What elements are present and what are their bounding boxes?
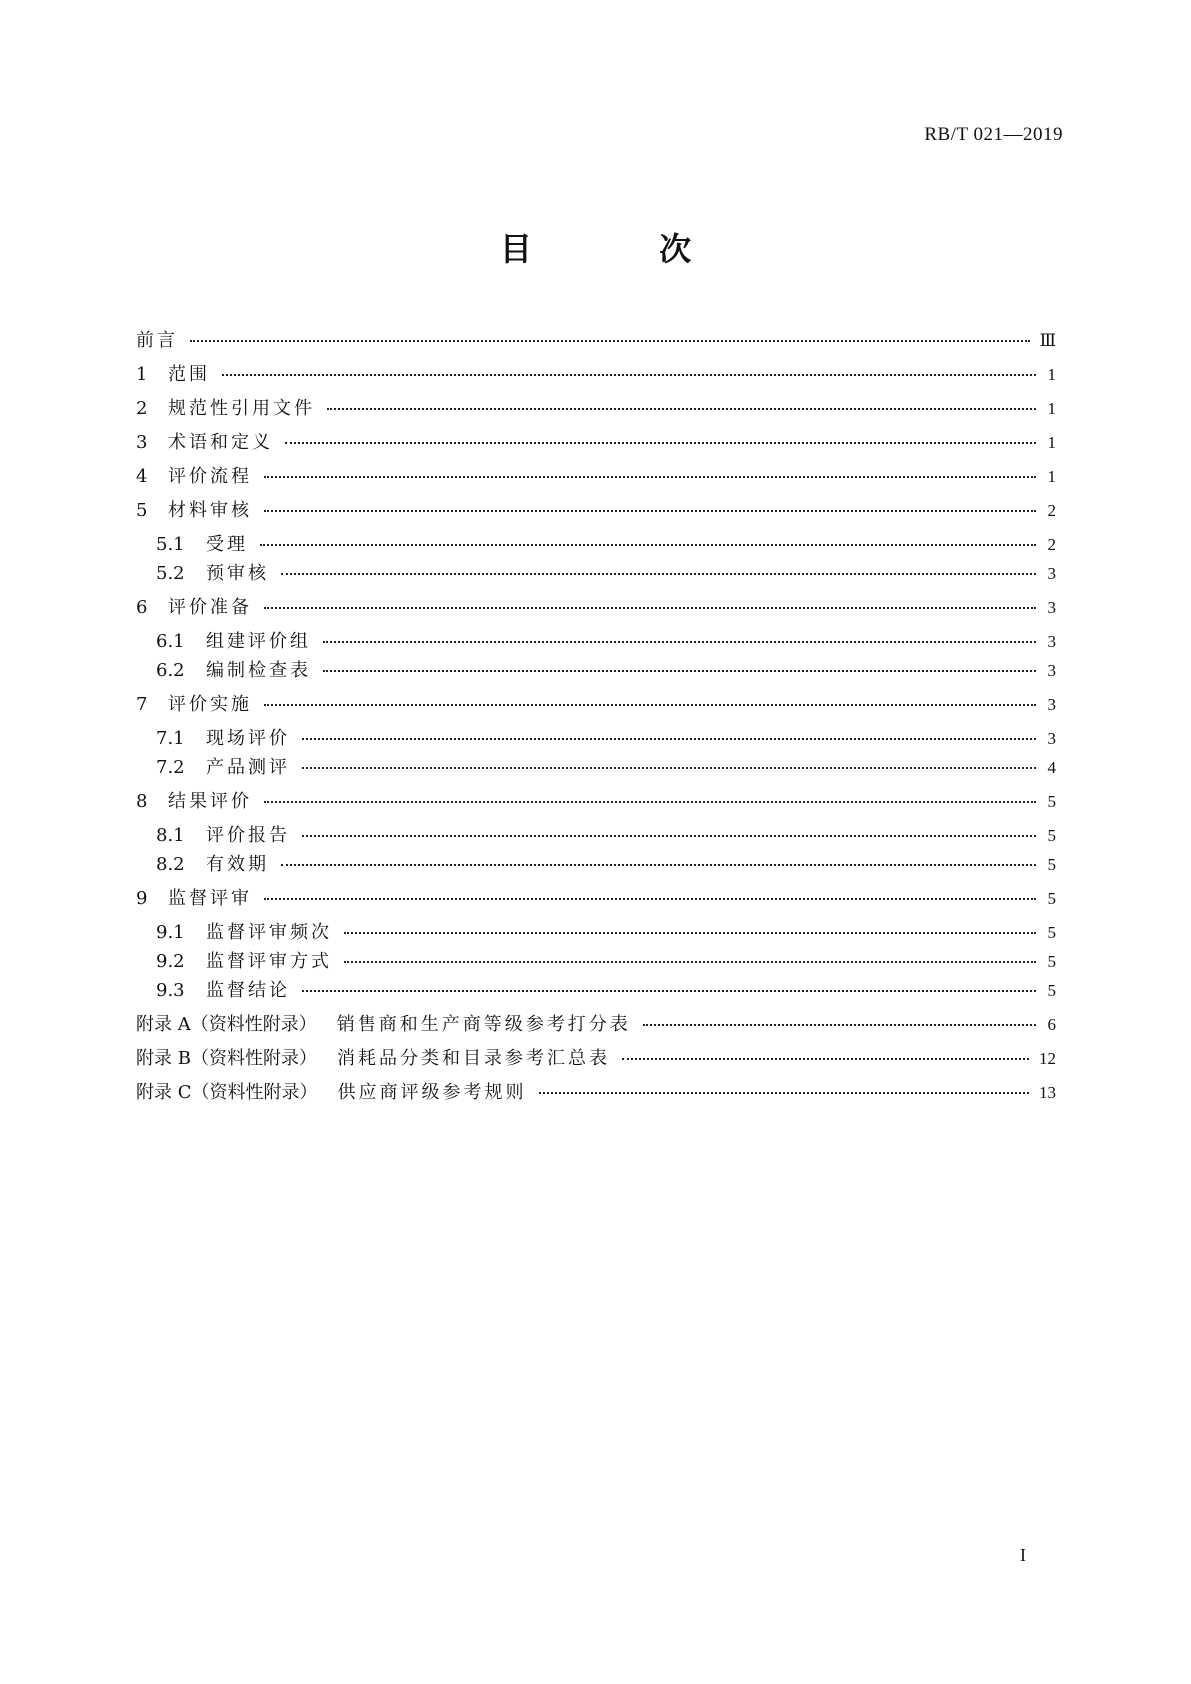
toc-entry-label: 结果评价 <box>168 791 252 812</box>
toc-dot-leader <box>344 920 1036 934</box>
toc-entry-number: 5.2 <box>156 563 185 584</box>
toc-dot-leader <box>622 1046 1029 1060</box>
toc-dot-leader <box>302 755 1036 769</box>
toc-entry-page: 3 <box>1047 564 1056 583</box>
toc-entry-number: 8 <box>136 791 148 812</box>
toc-dot-leader <box>302 978 1036 992</box>
toc-entry-page: 5 <box>1047 923 1056 942</box>
toc-entry-number: 5 <box>136 500 148 521</box>
toc-entry-label: 评价流程 <box>168 466 252 487</box>
toc-entry-label: 预审核 <box>206 563 269 584</box>
toc-entry-label: 现场评价 <box>206 728 290 749</box>
toc-entry-number: 8.2 <box>156 854 185 875</box>
toc-entry[interactable] <box>136 884 1056 910</box>
toc-entry-page: 6 <box>1047 1015 1056 1034</box>
toc-dot-leader <box>344 949 1036 963</box>
toc-entry[interactable] <box>136 462 1056 488</box>
toc-entry-label: 监督评审 <box>168 888 252 909</box>
toc-entry-number: 2 <box>136 398 148 419</box>
toc-dot-leader <box>323 658 1036 672</box>
toc-entry-label: 产品测评 <box>206 757 290 778</box>
toc-entry[interactable] <box>156 656 1056 682</box>
toc-entry-number: 9.2 <box>156 951 185 972</box>
toc-entry-page: 1 <box>1047 467 1056 486</box>
toc-dot-leader <box>264 498 1036 512</box>
toc-entry-page: 1 <box>1047 365 1056 384</box>
toc-entry-page: 12 <box>1039 1049 1056 1068</box>
toc-entry-number: 7.2 <box>156 757 185 778</box>
toc-entry-page: 4 <box>1047 758 1056 777</box>
toc-entry-label: 监督结论 <box>206 980 290 1001</box>
toc-entry-label: 监督评审方式 <box>206 951 332 972</box>
toc-entry[interactable] <box>136 787 1056 813</box>
toc-entry[interactable] <box>136 1078 1056 1104</box>
toc-entry-page: 2 <box>1047 535 1056 554</box>
toc-entry-label: 材料审核 <box>168 500 252 521</box>
toc-entry-number: 7.1 <box>156 728 185 749</box>
toc-entry-label: 消耗品分类和目录参考汇总表 <box>336 1048 610 1069</box>
toc-dot-leader <box>260 532 1036 546</box>
toc-entry[interactable] <box>136 394 1056 420</box>
toc-entry[interactable] <box>156 850 1056 876</box>
toc-entry-page: 13 <box>1039 1083 1056 1102</box>
toc-entry[interactable] <box>156 753 1056 779</box>
toc-dot-leader <box>264 886 1036 900</box>
toc-entry-number: 9 <box>136 888 148 909</box>
toc-entry-page: 5 <box>1047 981 1056 1000</box>
page-number: I <box>1020 1545 1026 1565</box>
toc-entry[interactable] <box>136 326 1056 352</box>
toc-entry[interactable] <box>156 724 1056 750</box>
toc-entry[interactable] <box>136 496 1056 522</box>
toc-entry-label: 范围 <box>168 364 210 385</box>
toc-entry-label: 编制检查表 <box>206 660 311 681</box>
toc-entry-label: 评价准备 <box>168 597 252 618</box>
toc-entry-number: 附录 B（资料性附录） <box>136 1048 317 1069</box>
toc-dot-leader <box>222 362 1036 376</box>
toc-dot-leader <box>285 430 1036 444</box>
toc-entry-page: 3 <box>1047 729 1056 748</box>
toc-entry-number: 9.1 <box>156 922 185 943</box>
toc-entry[interactable] <box>136 1010 1056 1036</box>
toc-entry-page: 3 <box>1047 598 1056 617</box>
toc-entry[interactable] <box>156 530 1056 556</box>
toc-dot-leader <box>323 629 1036 643</box>
toc-entry-label: 监督评审频次 <box>206 922 332 943</box>
toc-dot-leader <box>539 1080 1030 1094</box>
toc-title: 目 次 <box>499 230 750 268</box>
toc-entry[interactable] <box>136 428 1056 454</box>
standard-code: RB/T 021—2019 <box>924 124 1063 145</box>
toc-entry-page: 3 <box>1047 695 1056 714</box>
toc-dot-leader <box>264 789 1036 803</box>
toc-entry[interactable] <box>136 1044 1056 1070</box>
toc-entry-page: 5 <box>1047 855 1056 874</box>
toc-entry[interactable] <box>156 976 1056 1002</box>
toc-entry[interactable] <box>156 947 1056 973</box>
toc-entry-page: 5 <box>1047 792 1056 811</box>
toc-entry-label: 前言 <box>136 330 178 351</box>
toc-entry-label: 评价报告 <box>206 825 290 846</box>
toc-entry-number: 附录 C（资料性附录） <box>136 1082 318 1103</box>
toc-dot-leader <box>327 396 1036 410</box>
toc-entry-label: 规范性引用文件 <box>168 398 315 419</box>
toc-entry[interactable] <box>156 627 1056 653</box>
toc-dot-leader <box>302 726 1036 740</box>
toc-entry[interactable] <box>136 690 1056 716</box>
toc-dot-leader <box>643 1012 1036 1026</box>
toc-entry-label: 销售商和生产商等级参考打分表 <box>336 1014 631 1035</box>
toc-dot-leader <box>281 561 1036 575</box>
toc-dot-leader <box>281 852 1036 866</box>
toc-entry-number: 附录 A（资料性附录） <box>136 1014 317 1035</box>
toc-entry[interactable] <box>156 918 1056 944</box>
toc-entry-label: 供应商评级参考规则 <box>337 1082 527 1103</box>
toc-entry-label: 术语和定义 <box>168 432 273 453</box>
toc-dot-leader <box>264 595 1036 609</box>
toc-entry[interactable] <box>156 559 1056 585</box>
toc-entry-number: 3 <box>136 432 148 453</box>
toc-entry-label: 受理 <box>206 534 248 555</box>
toc-entry-page: 5 <box>1047 952 1056 971</box>
toc-entry-number: 6 <box>136 597 148 618</box>
toc-entry[interactable] <box>136 593 1056 619</box>
toc-entry-number: 1 <box>136 364 148 385</box>
toc-dot-leader <box>264 464 1036 478</box>
toc-entry-number: 8.1 <box>156 825 185 846</box>
toc-entry-number: 9.3 <box>156 980 185 1001</box>
toc-entry-page: 3 <box>1047 661 1056 680</box>
toc-entry-page: 1 <box>1047 399 1056 418</box>
toc-entry-label: 组建评价组 <box>206 631 311 652</box>
toc-entry-page: Ⅲ <box>1039 331 1056 350</box>
toc-entry-number: 6.1 <box>156 631 185 652</box>
toc-entry-page: 5 <box>1047 826 1056 845</box>
toc-entry-page: 5 <box>1047 889 1056 908</box>
toc-entry-page: 2 <box>1047 501 1056 520</box>
toc-dot-leader <box>264 692 1036 706</box>
toc-entry-number: 7 <box>136 694 148 715</box>
toc-entry[interactable] <box>156 821 1056 847</box>
toc-entry-number: 4 <box>136 466 148 487</box>
toc-entry-number: 6.2 <box>156 660 185 681</box>
toc-entry-number: 5.1 <box>156 534 185 555</box>
toc-entry-label: 评价实施 <box>168 694 252 715</box>
toc-entry[interactable] <box>136 360 1056 386</box>
toc-entry-page: 3 <box>1047 632 1056 651</box>
toc-dot-leader <box>190 328 1030 342</box>
toc-entry-page: 1 <box>1047 433 1056 452</box>
toc-dot-leader <box>302 823 1036 837</box>
toc-entry-label: 有效期 <box>206 854 269 875</box>
